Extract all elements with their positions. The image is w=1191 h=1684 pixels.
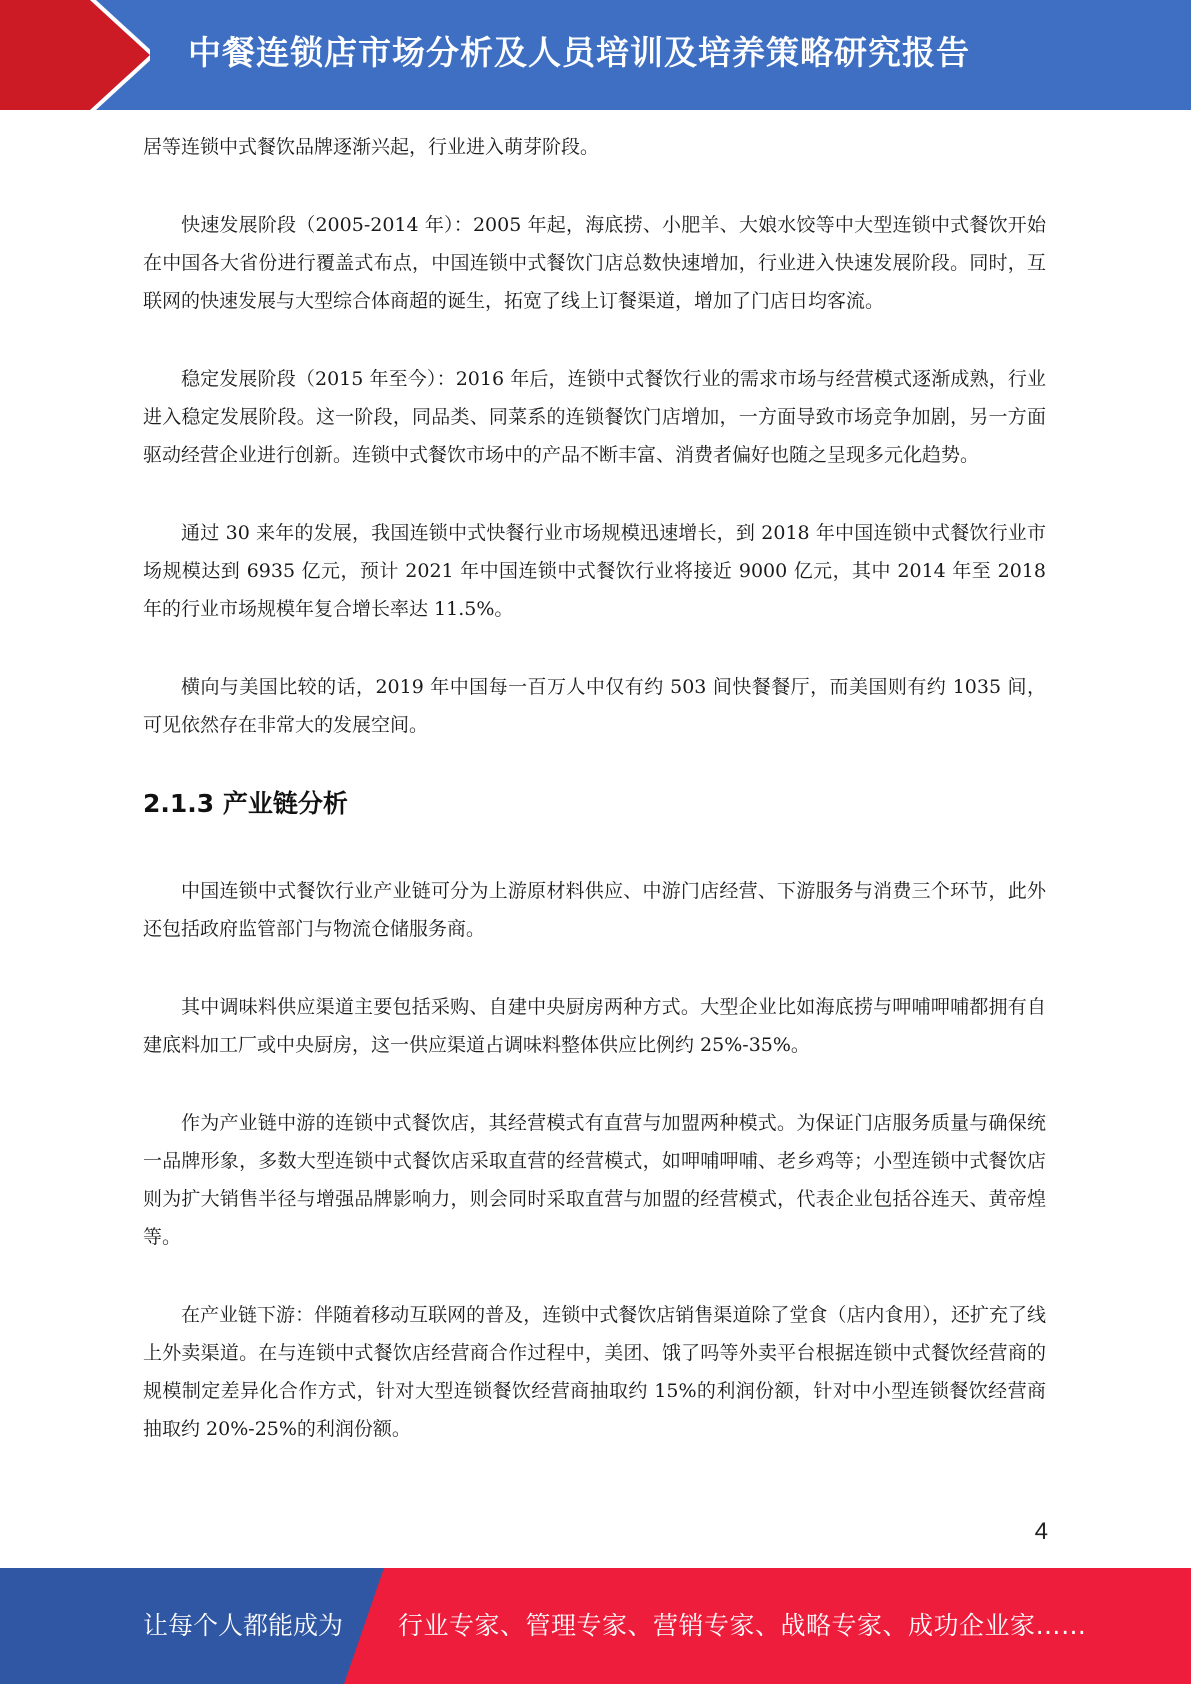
footer-slogan-right: 行业专家、管理专家、营销专家、战略专家、成功企业家…… [398, 1611, 1087, 1640]
report-title: 中餐连锁店市场分析及人员培训及培养策略研究报告 [188, 33, 970, 72]
paragraph-downstream: 在产业链下游：伴随着移动互联网的普及，连锁中式餐饮店销售渠道除了堂食（店内食用），还扩充了线上外卖渠道。在与连锁中式餐饮店经营商合作过程中，美团、饿了吗等外卖平台根据连锁中式餐饮经营商的规模制定差异化合作方式，针对大型连锁餐饮经营商抽取约 15%的利润份额，针对中小型连锁餐饮经营商抽取约 20%-25%的利润份额。 [143, 1304, 1046, 1440]
red-arrow-decoration [0, 0, 150, 110]
footer-slogan-left: 让每个人都能成为 [143, 1611, 344, 1640]
paragraph-continuation: 居等连锁中式餐饮品牌逐渐兴起，行业进入萌芽阶段。 [143, 136, 600, 158]
paragraph-midstream: 作为产业链中游的连锁中式餐饮店，其经营模式有直营与加盟两种模式。为保证门店服务质量与确保统一品牌形象，多数大型连锁中式餐饮店采取直营的经营模式，如呷哺呷哺、老乡鸡等；小型连锁中式餐饮店则为扩大销售半径与增强品牌影响力，则会同时采取直营与加盟的经营模式，代表企业包括谷连天、黄帝煌等。 [143, 1112, 1046, 1248]
section-heading: 2.1.3 产业链分析 [143, 789, 348, 818]
page-number: 4 [1034, 1518, 1048, 1545]
page-content [143, 128, 1046, 1488]
paragraph-stable-growth: 稳定发展阶段（2015 年至今）：2016 年后，连锁中式餐饮行业的需求市场与经营模式逐渐成熟，行业进入稳定发展阶段。这一阶段，同品类、同菜系的连锁餐饮门店增加，一方面导致市场竞争加剧，另一方面驱动经营企业进行创新。连锁中式餐饮市场中的产品不断丰富、消费者偏好也随之呈现多元化趋势。 [143, 368, 1046, 466]
paragraph-rapid-growth: 快速发展阶段（2005-2014 年）：2005 年起，海底捞、小肥羊、大娘水饺等中大型连锁中式餐饮开始在中国各大省份进行覆盖式布点，中国连锁中式餐饮门店总数快速增加，行业进入快速发展阶段。同时，互联网的快速发展与大型综合体商超的诞生，拓宽了线上订餐渠道，增加了门店日均客流。 [143, 214, 1046, 312]
paragraph-market-size: 通过 30 来年的发展，我国连锁中式快餐行业市场规模迅速增长，到 2018 年中国连锁中式餐饮行业市场规模达到 6935 亿元，预计 2021 年中国连锁中式餐饮行业将接近 9000 亿元，其中 2014 年至 2018 年的行业市场规模年复合增长率达 11.5%。 [143, 522, 1046, 620]
paragraph-us-comparison: 横向与美国比较的话，2019 年中国每一百万人中仅有约 503 间快餐餐厅，而美国则有约 1035 间，可见依然存在非常大的发展空间。 [143, 676, 1046, 736]
paragraph-industry-chain: 中国连锁中式餐饮行业产业链可分为上游原材料供应、中游门店经营、下游服务与消费三个环节，此外还包括政府监管部门与物流仓储服务商。 [143, 880, 1046, 940]
page-header [0, 0, 1191, 110]
page-footer [0, 1568, 1191, 1684]
paragraph-seasoning-supply: 其中调味料供应渠道主要包括采购、自建中央厨房两种方式。大型企业比如海底捞与呷哺呷哺都拥有自建底料加工厂或中央厨房，这一供应渠道占调味料整体供应比例约 25%-35%。 [143, 996, 1046, 1056]
